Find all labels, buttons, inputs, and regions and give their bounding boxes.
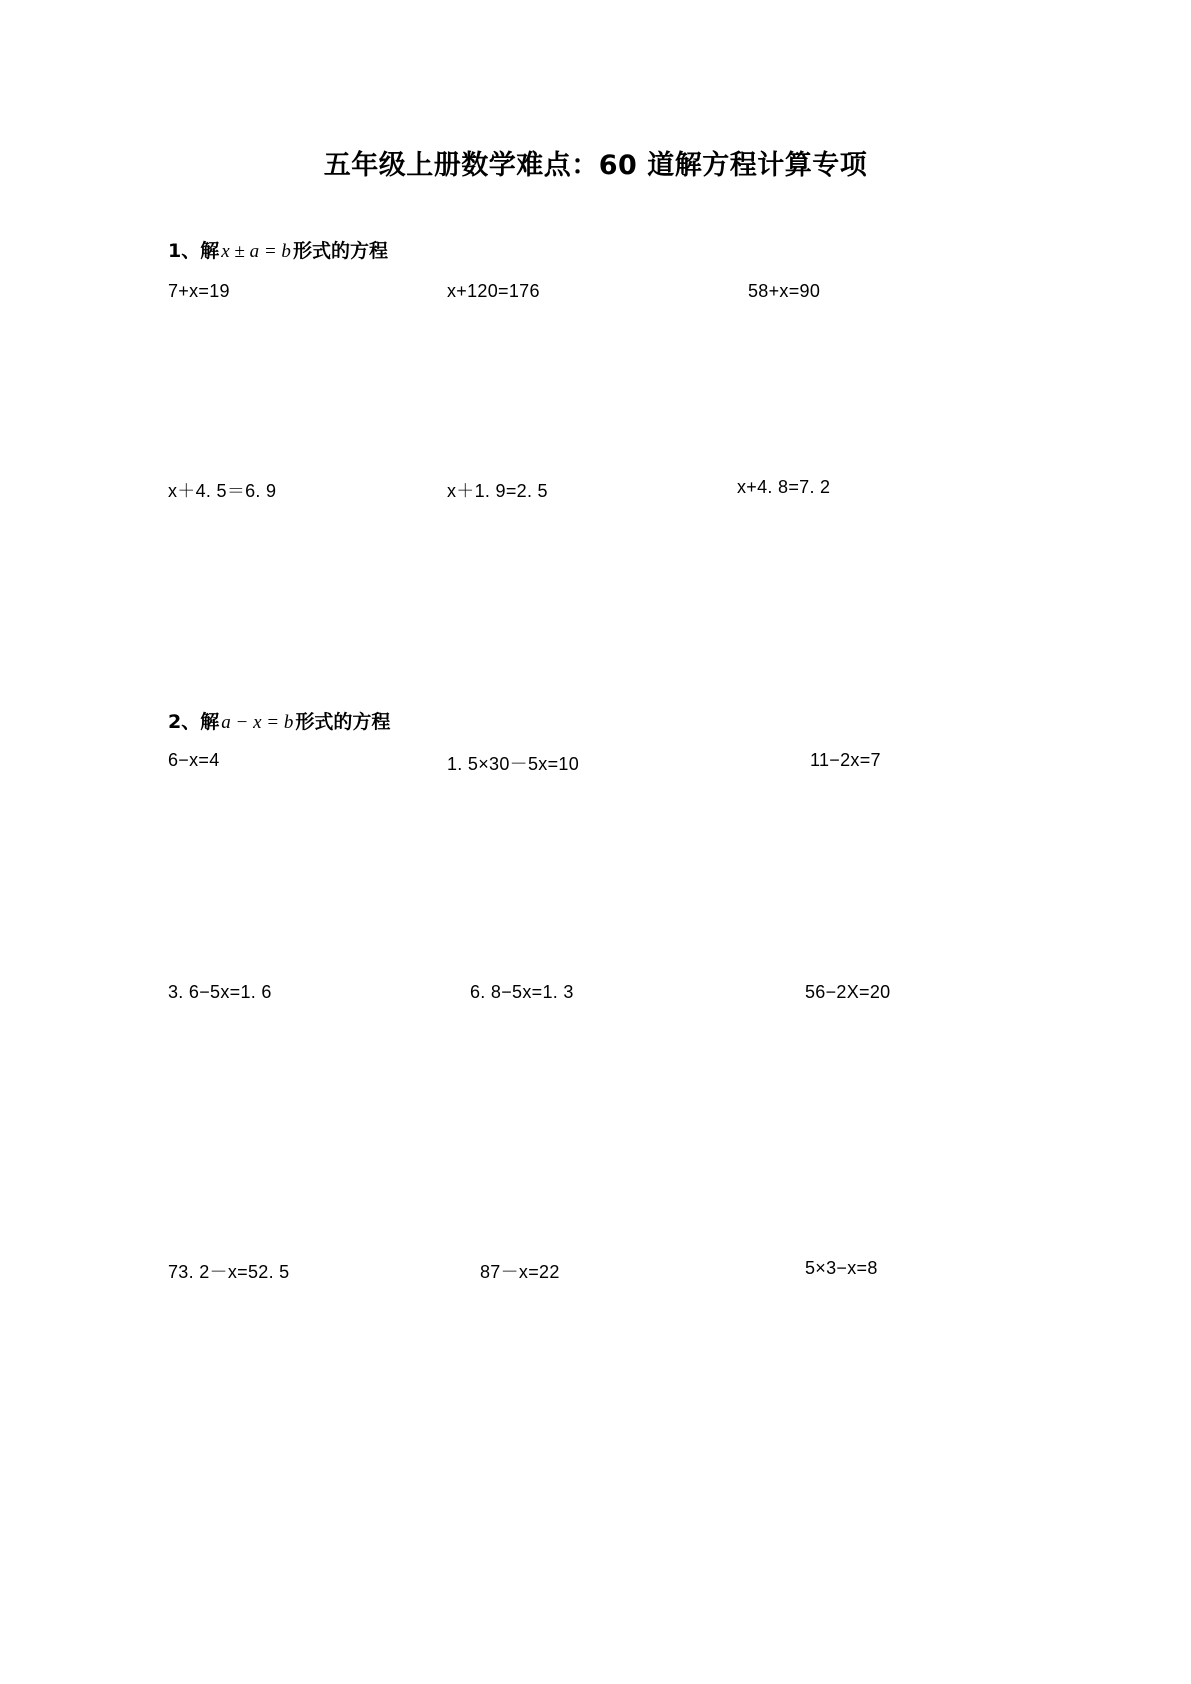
problem-item: 1. 5×30－5x=10	[447, 754, 580, 774]
page-title: 五年级上册数学难点：60 道解方程计算专项	[323, 150, 868, 181]
problem-item: x+120=176	[447, 281, 540, 301]
problem-row	[0, 281, 1191, 307]
section-number-2: 2、	[168, 711, 201, 733]
section-formula-1: x ± a = b	[221, 241, 291, 262]
section-heading-2	[168, 707, 390, 734]
problem-item: 7+x=19	[168, 281, 230, 301]
section-number-1: 1、	[168, 240, 201, 262]
problem-item: x＋4. 5＝6. 9	[168, 481, 277, 501]
problem-row	[0, 750, 1191, 776]
problem-item: x+4. 8=7. 2	[737, 477, 831, 497]
section-formula-2: a − x = b	[221, 712, 294, 733]
problem-item: 87－x=22	[480, 1262, 560, 1282]
problem-item: 6. 8−5x=1. 3	[470, 982, 574, 1002]
section-label-suffix-1: 形式的方程	[292, 240, 388, 262]
section-label-prefix-2: 解	[200, 711, 220, 733]
problem-item: 58+x=90	[748, 281, 821, 301]
problem-row	[0, 477, 1191, 503]
problem-item: 6−x=4	[168, 750, 220, 770]
problem-item: 56−2X=20	[805, 982, 891, 1002]
problem-item: 11−2x=7	[810, 750, 881, 770]
problem-item: 3. 6−5x=1. 6	[168, 982, 272, 1002]
section-label-suffix-2: 形式的方程	[295, 711, 391, 733]
section-label-prefix-1: 解	[200, 240, 220, 262]
section-heading-1	[168, 236, 388, 263]
problem-row	[0, 1258, 1191, 1284]
problem-row	[0, 982, 1191, 1008]
problem-item: 73. 2－x=52. 5	[168, 1262, 290, 1282]
problem-item: 5×3−x=8	[805, 1258, 878, 1278]
problem-item: x＋1. 9=2. 5	[447, 481, 548, 501]
